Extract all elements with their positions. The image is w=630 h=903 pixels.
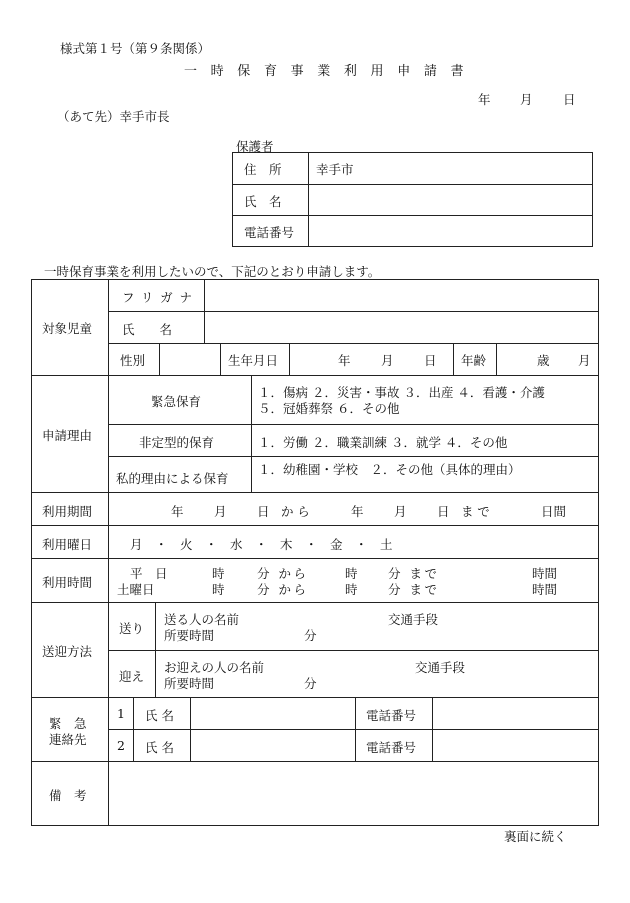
period-year-unit: 年 — [171, 504, 184, 519]
contact-1-number: 1 — [117, 706, 125, 721]
reason-private-options[interactable]: １．幼稚園・学校 ２．その他（具体的理由） — [258, 462, 521, 477]
time-weekday-label: 平 日 — [130, 566, 168, 581]
contact-2-phone-label: 電話番号 — [366, 740, 417, 755]
pick-minutes-unit: 分 — [304, 676, 317, 691]
period-day-unit: 日 — [257, 504, 270, 519]
child-section-label: 対象児童 — [42, 321, 93, 336]
birth-day-unit: 日 — [424, 353, 437, 368]
reason-section-label: 申請理由 — [42, 428, 93, 443]
time-weekday-until: 分 まで — [388, 566, 440, 581]
pick-person-label: お迎えの人の名前 — [164, 660, 265, 675]
period-year2-unit: 年 — [351, 504, 364, 519]
child-birth-label: 生年月日 — [228, 353, 279, 368]
notes-field[interactable] — [114, 766, 594, 820]
send-time-label: 所要時間 — [164, 628, 215, 643]
transport-send-label: 送り — [119, 621, 145, 636]
time-saturday-label: 土曜日 — [117, 582, 155, 597]
transport-label: 送迎方法 — [42, 644, 93, 659]
period-label: 利用期間 — [42, 504, 93, 519]
contact-2-number: 2 — [117, 738, 125, 753]
reason-private-label: 私的理由による保育 — [116, 471, 229, 486]
send-person-label: 送る人の名前 — [164, 612, 240, 627]
reason-emergency-label: 緊急保育 — [151, 394, 202, 409]
continue-note: 裏面に続く — [504, 829, 567, 844]
reason-emergency-options-2[interactable]: ５．冠婚葬祭 ６．その他 — [258, 401, 400, 416]
guardian-name-field[interactable] — [316, 186, 586, 212]
weekday-options[interactable]: 月 ・ 火 ・ 水 ・ 木 ・ 金 ・ 土 — [130, 537, 393, 552]
reason-irregular-options[interactable]: １．労働 ２．職業訓練 ３．就学 ４．その他 — [258, 435, 508, 450]
time-weekday-hours: 時間 — [532, 566, 558, 581]
send-minutes-unit: 分 — [304, 628, 317, 643]
birth-year-unit: 年 — [338, 353, 351, 368]
contact-1-name-label: 氏 名 — [145, 708, 174, 723]
child-furigana-label: フリガナ — [122, 290, 199, 305]
time-label: 利用時間 — [42, 575, 93, 590]
send-means-label: 交通手段 — [388, 612, 439, 627]
age-month-unit: 月 — [578, 353, 591, 368]
date-month: 月 — [520, 92, 533, 107]
form-title: 一時保育事業利用申請書 — [184, 64, 478, 79]
transport-pick-label: 迎え — [119, 669, 145, 684]
guardian-address-label: 住 所 — [244, 162, 282, 177]
period-days-unit: 日間 — [541, 504, 567, 519]
form-number: 様式第１号（第９条関係） — [60, 41, 211, 56]
child-sex-label: 性別 — [120, 353, 146, 368]
time-weekday-hour2: 時 — [345, 566, 358, 581]
emergency-label-2: 連絡先 — [49, 732, 87, 747]
guardian-address-value[interactable]: 幸手市 — [316, 162, 354, 177]
child-name-label: 氏 名 — [122, 322, 173, 337]
date-day: 日 — [563, 92, 576, 107]
time-saturday-until: 分 まで — [388, 582, 440, 597]
reason-emergency-options-1[interactable]: １．傷病 ２．災害・事故 ３．出産 ４．看護・介護 — [258, 385, 545, 400]
child-age-label: 年齢 — [461, 353, 487, 368]
time-weekday-from: 分 から — [257, 566, 309, 581]
period-month-unit: 月 — [214, 504, 227, 519]
guardian-phone-label: 電話番号 — [244, 225, 295, 240]
time-weekday-hour: 時 — [212, 566, 225, 581]
emergency-label-1: 緊 急 — [49, 716, 87, 731]
period-day2-unit: 日 — [437, 504, 450, 519]
period-from: から — [281, 504, 314, 519]
contact-1-phone-label: 電話番号 — [366, 708, 417, 723]
pick-time-label: 所要時間 — [164, 676, 215, 691]
pick-means-label: 交通手段 — [415, 660, 466, 675]
period-month2-unit: 月 — [394, 504, 407, 519]
reason-irregular-label: 非定型的保育 — [139, 435, 215, 450]
time-saturday-hours: 時間 — [532, 582, 558, 597]
notes-label: 備 考 — [49, 788, 87, 803]
guardian-heading: 保護者 — [236, 139, 274, 154]
period-until: まで — [461, 504, 494, 519]
age-unit: 歳 — [537, 353, 550, 368]
contact-2-name-label: 氏 名 — [145, 740, 174, 755]
child-furigana-field[interactable] — [212, 284, 592, 308]
time-saturday-hour2: 時 — [345, 582, 358, 597]
guardian-name-label: 氏 名 — [244, 194, 282, 209]
weekday-label: 利用曜日 — [42, 537, 93, 552]
time-saturday-from: 分 から — [257, 582, 309, 597]
child-name-field[interactable] — [212, 315, 592, 339]
addressee: （あて先）幸手市長 — [57, 109, 170, 124]
intro-text: 一時保育事業を利用したいので、下記のとおり申請します。 — [44, 264, 381, 279]
date-year: 年 — [478, 92, 491, 107]
birth-month-unit: 月 — [381, 353, 394, 368]
time-saturday-hour: 時 — [212, 582, 225, 597]
guardian-phone-field[interactable] — [316, 217, 586, 243]
